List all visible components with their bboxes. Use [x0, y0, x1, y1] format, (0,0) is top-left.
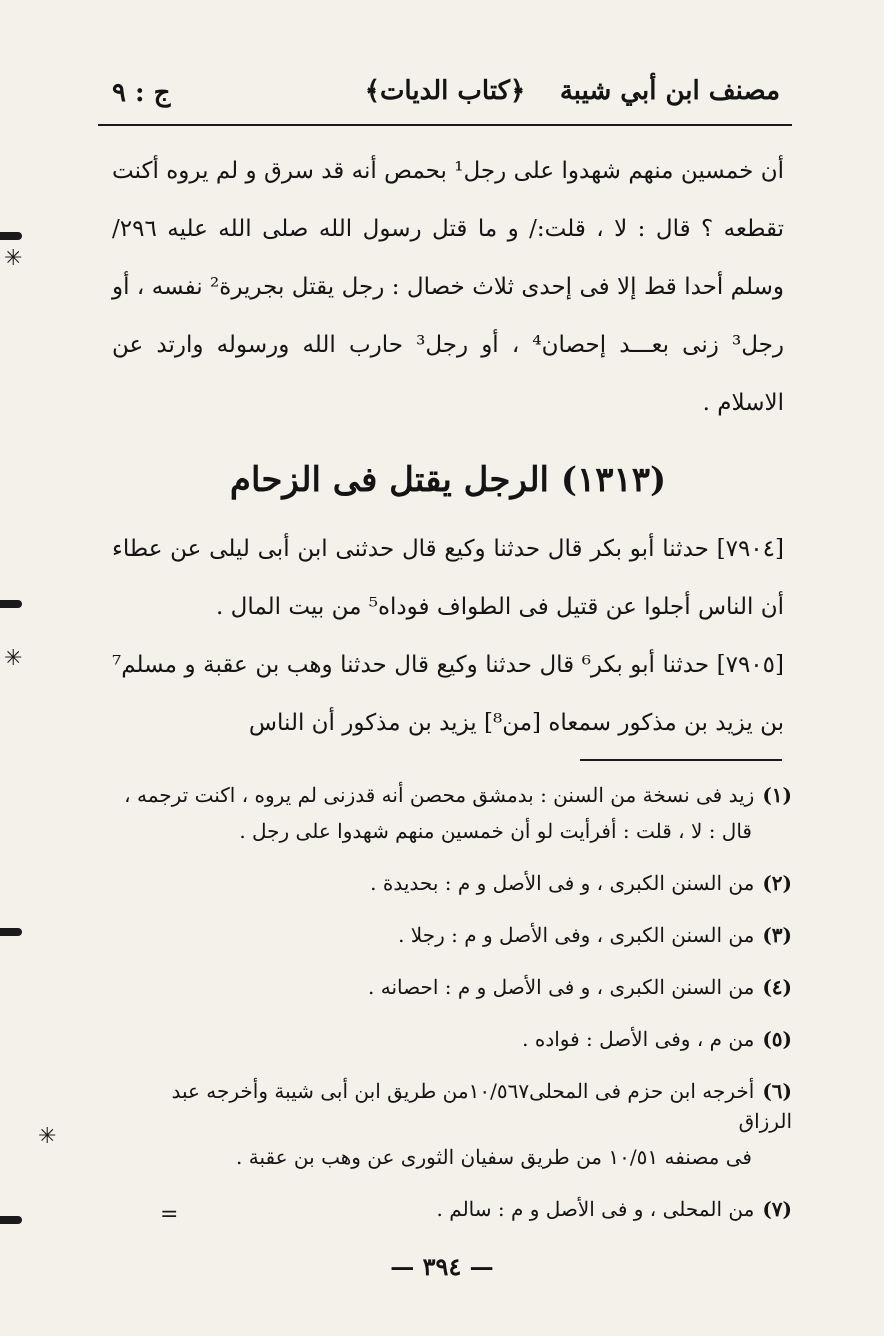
hadith-7905: [٧٩٠٥] حدثنا أبو بكر⁶ قال حدثنا وكيع قال حدثنا وهب بن عقبة و مسلم⁷ بن يزيد بن مذكور سمعاه [من⁸] يزيد بن مذكور أن الناس [112, 652, 784, 736]
scan-edge-mark [0, 232, 22, 240]
footnote-number: (٦) [762, 1079, 792, 1103]
footnote-5 [112, 1024, 792, 1054]
hadith-7904: [٧٩٠٤] حدثنا أبو بكر قال حدثنا وكيع قال حدثنى ابن أبى ليلى عن عطاء أن الناس أجلوا عن قتيل فى الطواف فوداه⁵ من بيت المال . [112, 536, 784, 620]
footnote-text: من م ، وفى الأصل : فواده . [522, 1027, 755, 1051]
footnote-text: أخرجه ابن حزم فى المحلى١٠/٥٦٧من طريق ابن أبى شيبة وأخرجه عبد الرزاق [171, 1079, 792, 1133]
footnote-number: (٤) [762, 975, 792, 999]
book-title: مصنف ابن أبي شيبة [559, 76, 780, 106]
main-text [112, 142, 784, 752]
scan-edge-mark [0, 600, 22, 608]
footnote-6 [112, 1076, 792, 1172]
scan-edge-mark [0, 928, 22, 936]
footnote-7 [112, 1194, 792, 1224]
volume-number: ج : ٩ [112, 78, 171, 108]
footnote-1 [112, 780, 792, 846]
footnote-text: من المحلى ، و فى الأصل و م : سالم . [436, 1197, 755, 1221]
scan-speck: ✳ [4, 246, 23, 271]
footnote-text: من السنن الكبرى ، و فى الأصل و م : بحديدة . [370, 871, 755, 895]
paragraph-1: أن خمسين منهم شهدوا على رجل¹ بحمص أنه قد سرق و لم يروه أكنت تقطعه ؟ قال : لا ، قلت:/ و ما قتل رسول الله صلى الله عليه ٢٩٦/ وسلم أحدا قط إلا فى إحدى ثلاث خصال : رجل يقتل بجريرة² نفسه ، أو رجل³ زنى بعـــد إحصان⁴ ، أو رجل³ حارب الله ورسوله وارتد عن الاسلام . [112, 158, 784, 416]
footnote-number: (٢) [762, 871, 792, 895]
footnote-number: (٥) [762, 1027, 792, 1051]
footnote-text: زيد فى نسخة من السنن : بدمشق محصن أنه قدزنى لم يروه ، اكنت ترجمه ، [124, 783, 755, 807]
footnote-number: (١) [762, 783, 792, 807]
footnote-3 [112, 920, 792, 950]
header-rule [98, 124, 792, 126]
running-header [98, 70, 792, 122]
scan-speck: = [160, 1202, 179, 1227]
footnote-text: من السنن الكبرى ، و فى الأصل و م : احصانه . [368, 975, 755, 999]
footnote-text: من السنن الكبرى ، وفى الأصل و م : رجلا . [398, 923, 755, 947]
footnote-4 [112, 972, 792, 1002]
footnotes [112, 780, 792, 1246]
scan-edge-mark [0, 1216, 22, 1224]
footnote-2 [112, 868, 792, 898]
footnote-number: (٣) [762, 923, 792, 947]
footnote-continuation: فى مصنفه ١٠/٥١ من طريق سفيان الثورى عن وهب بن عقبة . [236, 1145, 752, 1169]
page-number: — ٣٩٤ — [390, 1252, 494, 1281]
chapter-heading: (١٣١٣) الرجل يقتل فى الزحام [229, 460, 667, 500]
scan-speck: ✳ [38, 1124, 57, 1149]
footnote-continuation: قال : لا ، قلت : أفرأيت لو أن خمسين منهم شهدوا على رجل . [239, 819, 752, 843]
section-title: ﴿كتاب الديات﴾ [364, 76, 526, 106]
footnote-rule [580, 759, 782, 761]
scan-speck: ✳ [4, 646, 23, 671]
footnote-number: (٧) [762, 1197, 792, 1221]
